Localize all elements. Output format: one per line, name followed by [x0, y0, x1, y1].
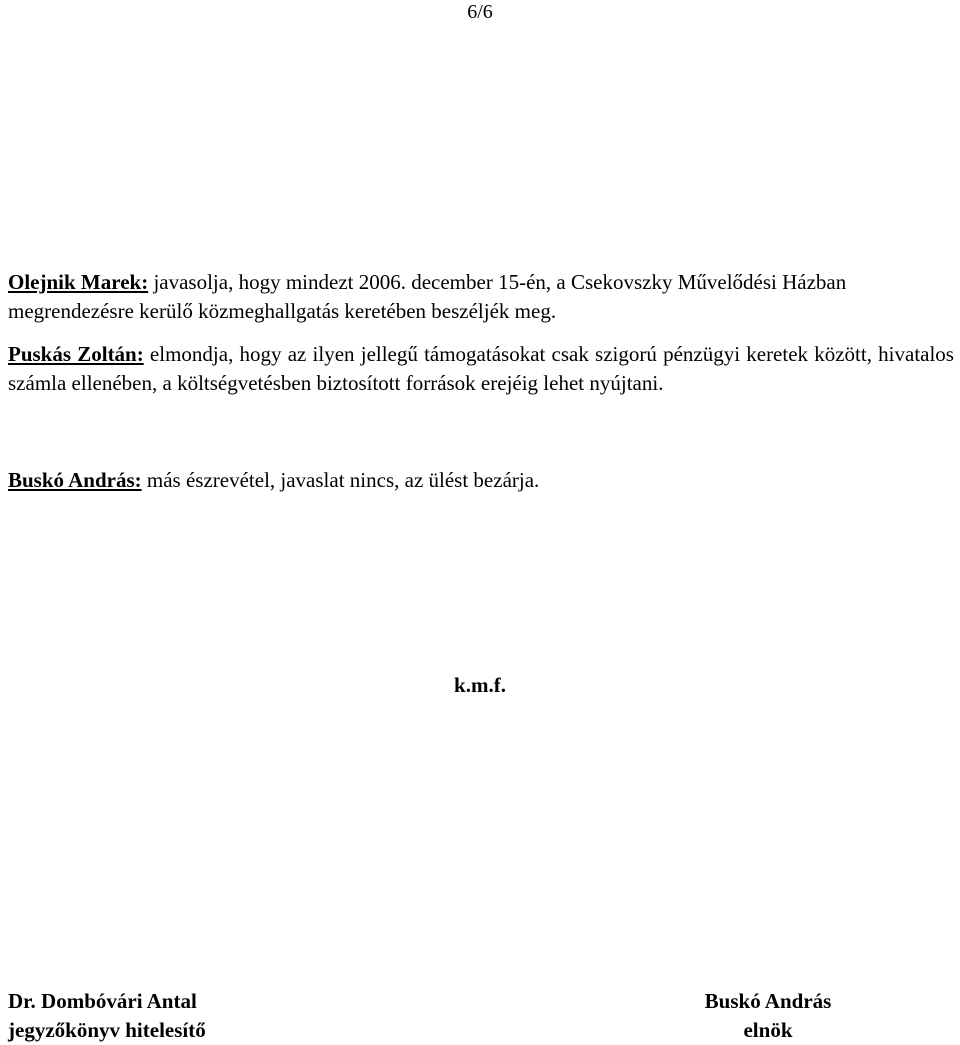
paragraph-busko: [8, 466, 954, 495]
signature-right: [680, 987, 856, 1045]
closing-kmf: k.m.f.: [454, 673, 506, 697]
speaker-name: Buskó András:: [8, 468, 142, 492]
paragraph-text: más észrevétel, javaslat nincs, az ülést bezárja.: [141, 468, 540, 492]
paragraph-puskas: [8, 340, 954, 398]
speaker-name: Puskás Zoltán:: [8, 342, 144, 366]
paragraph-olejnik: [8, 268, 954, 326]
signature-left: [8, 987, 206, 1045]
signatory-name: Buskó András: [704, 989, 832, 1013]
signatory-role: elnök: [743, 1018, 793, 1042]
paragraph-text: elmondja, hogy az ilyen jellegű támogatásokat csak szigorú pénzügyi keretek között, hivatalos számla ellenében, a költségvetésben biztosított források erejéig lehet nyújtani.: [8, 342, 954, 395]
signatory-name: Dr. Dombóvári Antal: [8, 989, 197, 1013]
speaker-name: Olejnik Marek:: [8, 270, 149, 294]
paragraph-text: javasolja, hogy mindezt 2006. december 15-én, a Csekovszky Művelődési Házban megrendezésre kerülő közmeghallgatás keretében beszéljék meg.: [8, 270, 847, 323]
page-number: 6/6: [467, 1, 493, 23]
signatory-role: jegyzőkönyv hitelesítő: [8, 1018, 206, 1042]
